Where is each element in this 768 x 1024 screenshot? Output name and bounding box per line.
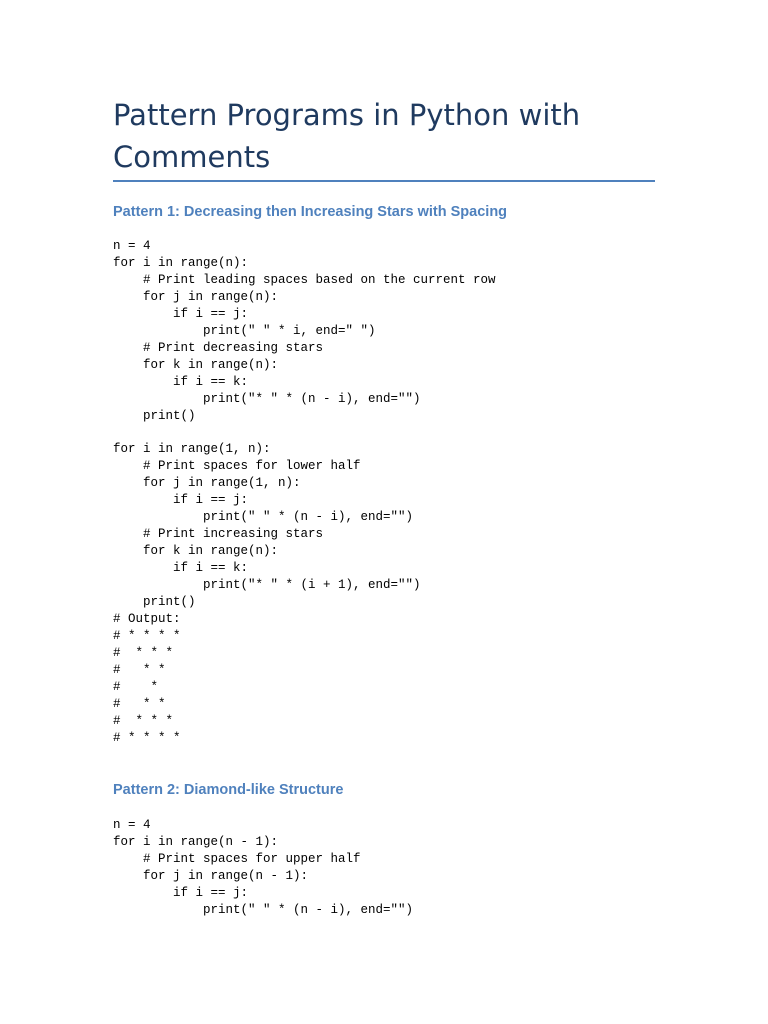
code-line: print(" " * i, end=" ") — [113, 324, 376, 338]
code-line: # * * * * — [113, 731, 181, 745]
code-line: if i == j: — [113, 493, 249, 507]
code-line: for j in range(n - 1): — [113, 869, 309, 883]
code-line: # Print spaces for lower half — [113, 459, 361, 473]
code-line: print("* " * (n - i), end="") — [113, 392, 421, 406]
code-line: for i in range(n - 1): — [113, 835, 279, 849]
code-line: print("* " * (i + 1), end="") — [113, 578, 421, 592]
code-line: # Print leading spaces based on the current row — [113, 273, 496, 287]
code-line: # * * * — [113, 714, 174, 728]
code-block — [113, 238, 496, 425]
code-line: # Print spaces for upper half — [113, 852, 361, 866]
code-line: if i == k: — [113, 561, 249, 575]
code-line: # * — [113, 680, 159, 694]
code-line: for k in range(n): — [113, 358, 279, 372]
code-block — [113, 817, 413, 919]
code-line: for i in range(n): — [113, 256, 249, 270]
code-line: # Print increasing stars — [113, 527, 324, 541]
code-line: if i == k: — [113, 375, 249, 389]
code-line: print(" " * (n - i), end="") — [113, 510, 414, 524]
code-line: for i in range(1, n): — [113, 442, 271, 456]
code-line: if i == j: — [113, 886, 249, 900]
code-line: # Print decreasing stars — [113, 341, 324, 355]
code-line: if i == j: — [113, 307, 249, 321]
code-line: # * * — [113, 697, 166, 711]
code-line: # * * — [113, 663, 166, 677]
code-line: for j in range(1, n): — [113, 476, 301, 490]
code-line: # * * * — [113, 646, 174, 660]
code-line: # Output: — [113, 612, 181, 626]
code-line: n = 4 — [113, 239, 151, 253]
code-line: print() — [113, 595, 196, 609]
document-title: Pattern Programs in Python with Comments — [113, 98, 581, 174]
section-heading-pattern-1: Pattern 1: Decreasing then Increasing Stars with Spacing — [113, 204, 508, 220]
code-line: print() — [113, 409, 196, 423]
section-heading-pattern-2: Pattern 2: Diamond-like Structure — [113, 782, 344, 798]
code-line: print(" " * (n - i), end="") — [113, 903, 414, 917]
code-line: # * * * * — [113, 629, 181, 643]
code-line: for k in range(n): — [113, 544, 279, 558]
code-block — [113, 441, 421, 747]
title-underline-divider — [113, 180, 655, 182]
code-line: for j in range(n): — [113, 290, 279, 304]
code-line: n = 4 — [113, 818, 151, 832]
